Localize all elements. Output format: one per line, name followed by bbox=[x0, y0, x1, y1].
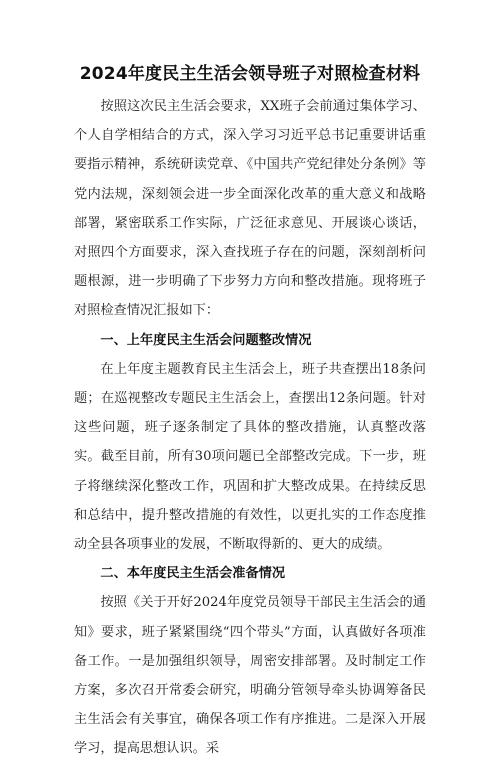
section-1-paragraph: 在上年度主题教育民主生活会上，班子共查摆出18条问题；在巡视整改专题民主生活会上，查摆出12条问题。针对这些问题，班子逐条制定了具体的整改措施，认真整改落实。截至目前，所有30项问题已全部整改完成。下一步，班子将继续深化整改工作，巩固和扩大整改成果。在持续反思和总结中，提升整改措施的有效性，以更扎实的工作态度推动全县各项事业的发展，不断取得新的、更大的成绩。 bbox=[74, 361, 426, 553]
intro-paragraph: 按照这次民主生活会要求，XX班子会前通过集体学习、个人自学相结合的方式，深入学习习近平总书记重要讲话重要指示精神，系统研读党章、《中国共产党纪律处分条例》等党内法规，深刻领会进一步全面深化改革的重大意义和战略部署，紧密联系工作实际，广泛征求意见、开展谈心谈话，对照四个方面要求，深入查找班子存在的问题，深刻剖析问题根源，进一步明确了下步努力方向和整改措施。现将班子对照检查情况汇报如下： bbox=[74, 99, 426, 319]
section-2-paragraph: 按照《关于开好2024年度党员领导干部民主生活会的通知》要求，班子紧紧围绕“四个带头”方面，认真做好各项准备工作。一是加强组织领导，周密安排部署。及时制定工作方案，多次召开常委会研究，明确分管领导牵头协调筹备民主生活会有关事宜，确保各项工作有序推进。二是深入开展学习，提高思想认识。采 bbox=[74, 595, 426, 757]
section-2-heading: 二、本年度民主生活会准备情况 bbox=[100, 566, 286, 582]
section-1-heading: 一、上年度民主生活会问题整改情况 bbox=[100, 332, 312, 348]
document-body bbox=[74, 92, 426, 764]
document-title: 2024年度民主生活会领导班子对照检查材料 bbox=[79, 64, 421, 84]
